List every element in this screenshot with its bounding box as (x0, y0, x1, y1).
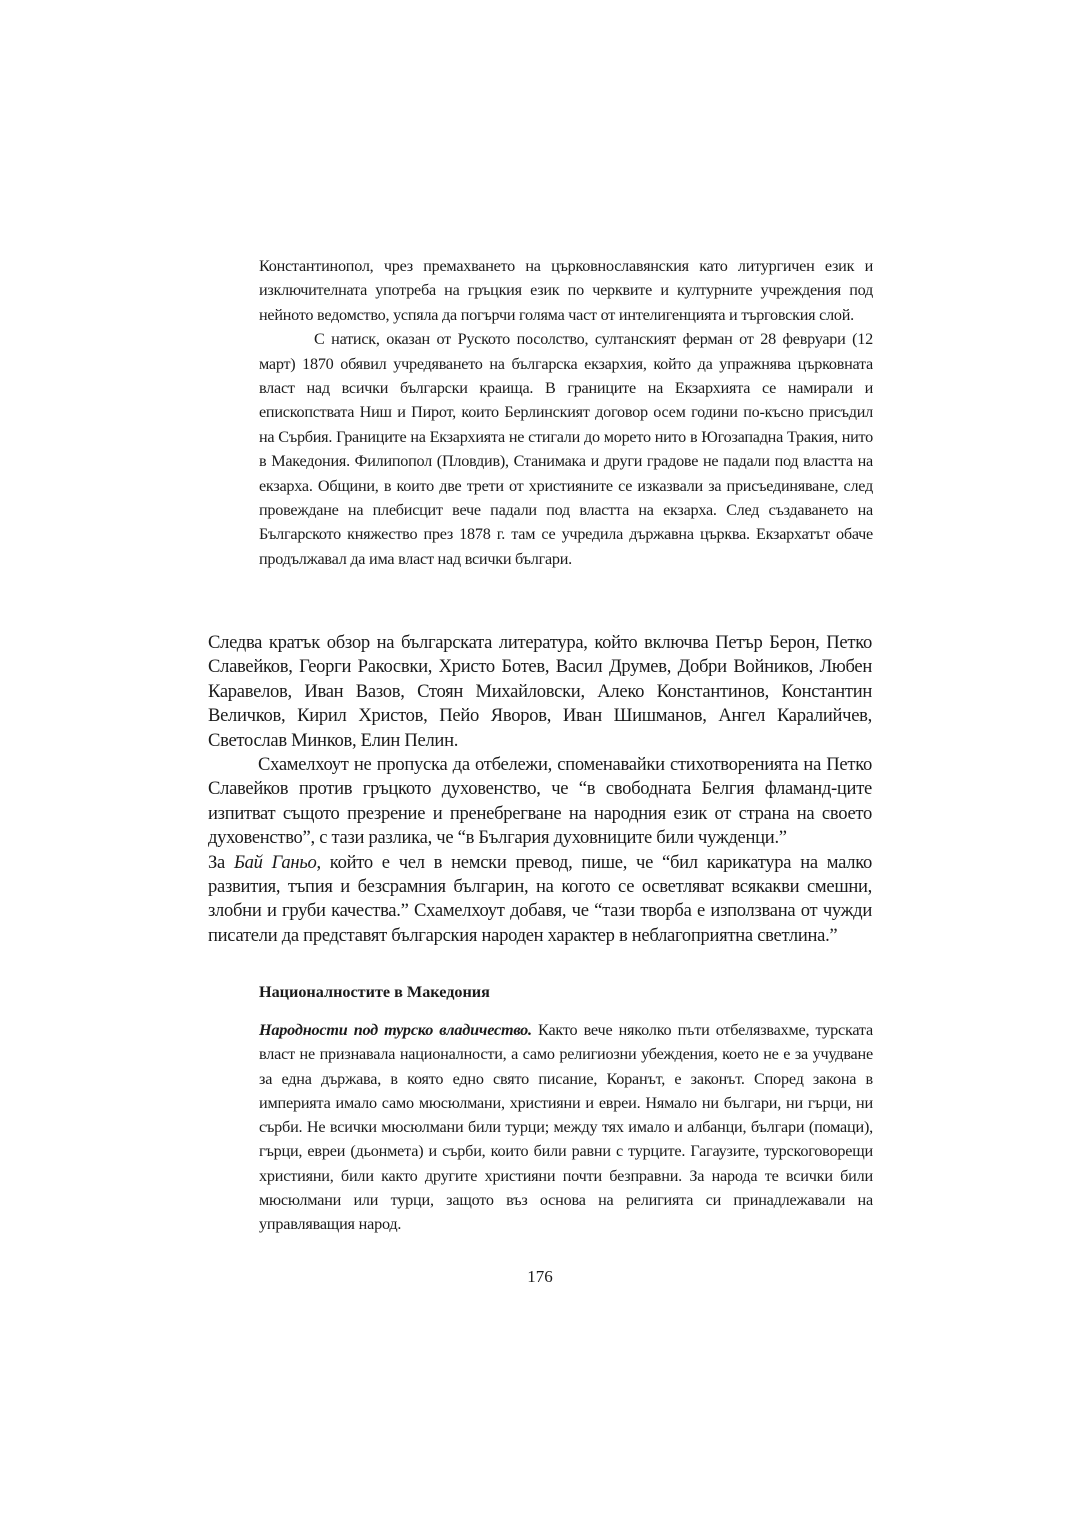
quote-paragraph-1: Константинопол, чрез премахването на църковнославянския като литургичен език и изключителната употреба на гръцкия език по черквите и културните учреждения под нейното ведомство, успяла да погърчи голяма част от интелигенцията и търговския слой. (259, 257, 873, 324)
paragraph-3-rest: , който е чел в немски превод, пише, че “бил карикатура на малко развития, тъпия и безсрамния българин, на когото се осветляват всякакви смешни, злобни и груби качества.” Схамелхоут добавя, че “тази творба е използвана от чужди писатели да представят българския народен характер в неблагоприятна светлина.” (208, 851, 872, 946)
main-paragraph-2: Схамелхоут не пропуска да отбележи, споменавайки стихотворенията на Петко Славейков против гръцкото духовенство, че “в свободната Белгия фламанд-ците изпитват същото презрение и пренебрегване на народния език от страна на своето духовенство”, с тази разлика, че “в България духовниците били чужденци.” (208, 754, 872, 849)
section-heading: Националностите в Македония (259, 983, 490, 1001)
paragraph-3-start: За (208, 851, 234, 873)
main-text (208, 631, 872, 948)
section-text: Както вече няколко пъти отбелязвахме, турската власт не признавала националности, а само религиозни убеждения, което не е за учудване за една държава, в която едно свято писание, Коранът, е законът. Според закона в империята имало само мюсюлмани, християни и евреи. Нямало ни българи, ни гърци, ни сърби. Не всички мюсюлмани били турци; между тях имало и албанци, българи (помаци), гърци, евреи (дьонмета) и сърби, които били равни с турците. Гагаузите, турскоговорещи християни, били както другите християни почти безправни. За народа те всички били мюсюлмани или турци, защото въз основа на религията си принадлежавали на управляващия народ. (259, 1021, 873, 1234)
page-number: 176 (527, 1267, 553, 1286)
main-paragraph-3 (208, 851, 872, 949)
quote-paragraph-2: С натиск, оказан от Руското посолство, султанският ферман от 28 февруари (12 март) 1870 обявил учредяването на българска екзархия, който да упражнява църковната власт над всички български краища. В границите на Екзархията се намирали и епископствата Ниш и Пирот, които Берлинският договор осем години по-късно присъдил на Сърбия. Границите на Екзархията не стигали до морето нито в Югозападна Тракия, нито в Македония. Филипопол (Пловдив), Станимака и други градове не падали под властта на екзарха. Общини, в които две трети от християните се изказвали за присъединяване, след провеждане на плебисцит вече падали под властта на екзарха. След създаването на Българското княжество през 1878 г. там се учредила държавна църква. Екзархатът обаче продължавал да има власт над всички българи. (259, 330, 873, 568)
block-quote (259, 254, 873, 571)
section-paragraph (259, 1018, 873, 1237)
main-paragraph-1: Следва кратък обзор на българската литература, който включва Петър Берон, Петко Славейков, Георги Ракосвки, Христо Ботев, Васил Друмев, Добри Войников, Любен Каравелов, Иван Вазов, Стоян Михайловски, Алеко Константинов, Константин Величков, Кирил Христов, Пейо Яворов, Иван Шишманов, Ангел Каралийчев, Светослав Минков, Елин Пелин. (208, 632, 872, 751)
section-lead: Народности под турско владичество. (259, 1021, 532, 1039)
book-title: Бай Ганьо (233, 851, 317, 873)
